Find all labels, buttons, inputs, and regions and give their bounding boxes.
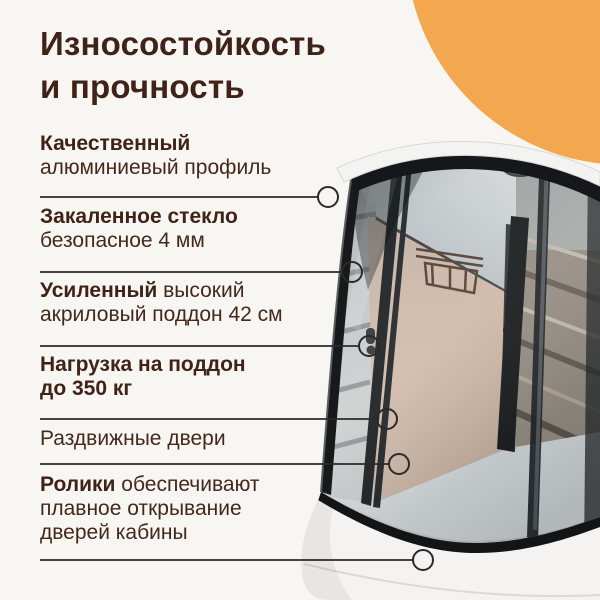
callout-6	[40, 550, 433, 570]
page-title	[40, 22, 326, 108]
feature-text-line	[40, 303, 350, 327]
callout-1	[40, 187, 338, 207]
feature-bold-text: Качественный	[40, 132, 191, 155]
feature-text-line	[40, 521, 350, 545]
feature-regular-text: обеспечивают	[115, 473, 260, 496]
feature-regular-text: акриловый поддон 42 см	[40, 303, 283, 326]
feature-bold-text: Ролики	[40, 473, 116, 496]
feature-text-line	[40, 353, 350, 377]
feature-sliding-doors	[40, 427, 350, 451]
feature-bold-text: Нагрузка на поддон	[40, 353, 246, 376]
feature-regular-text: дверей кабины	[40, 521, 188, 544]
feature-regular-text: Раздвижные двери	[40, 427, 226, 450]
feature-text-line	[40, 473, 350, 497]
feature-tray-load	[40, 353, 350, 401]
feature-text-line	[40, 427, 350, 451]
feature-text-line	[40, 205, 350, 229]
feature-rollers	[40, 473, 350, 545]
feature-text-line	[40, 279, 350, 303]
feature-regular-text: высокий	[157, 279, 245, 302]
callout-4	[40, 409, 397, 429]
feature-text-line	[40, 132, 350, 156]
feature-regular-text: безопасное 4 мм	[40, 229, 205, 252]
feature-text-line	[40, 377, 350, 401]
feature-regular-text: алюминиевый профиль	[40, 156, 272, 179]
feature-bold-text: Усиленный	[40, 279, 158, 302]
feature-text-line	[40, 497, 350, 521]
feature-text-line	[40, 156, 350, 180]
feature-aluminum-profile	[40, 132, 350, 180]
page-title-line2: и прочность	[40, 68, 245, 105]
feature-regular-text: плавное открывание	[40, 497, 242, 520]
page-title-line1: Износостойкость	[40, 25, 326, 62]
callout-5	[40, 454, 409, 474]
feature-bold-text: Закаленное стекло	[40, 205, 238, 228]
feature-tempered-glass	[40, 205, 350, 253]
feature-text-line	[40, 229, 350, 253]
feature-acrylic-tray	[40, 279, 350, 327]
feature-bold-text: до 350 кг	[40, 377, 133, 400]
